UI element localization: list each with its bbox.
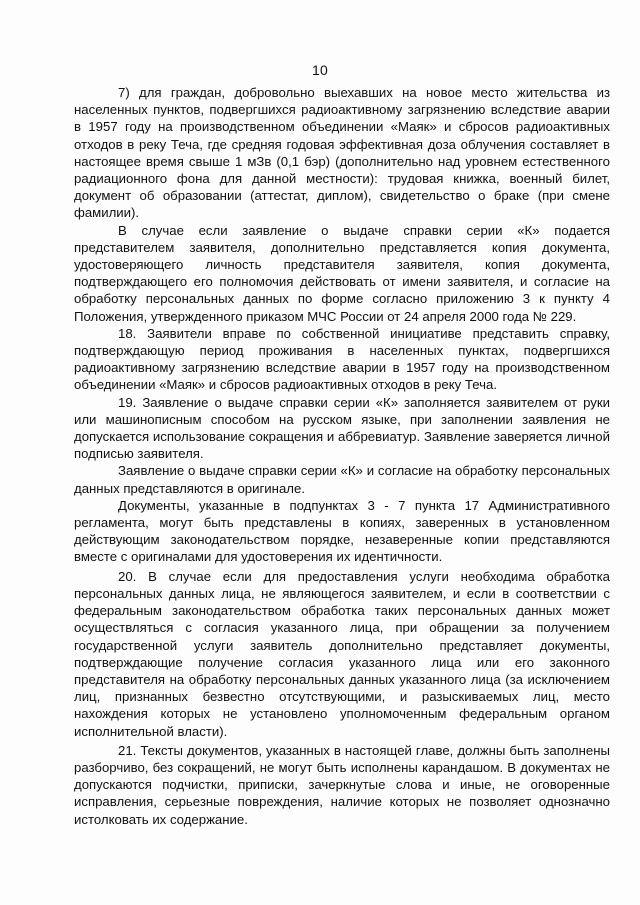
paragraph-18: 18. Заявители вправе по собственной инициативе представить справку, подтверждающую период проживания в населенных пунктах, подвергшихся радиоактивному загрязнению вследствие аварии в 1957 году на производственном объединении «Маяк» и сбросов радиоактивных отходов в реку Теча. xyxy=(74,325,610,393)
paragraph-21: 21. Тексты документов, указанных в настоящей главе, должны быть заполнены разборчиво, без сокращений, не могут быть исполнены карандашом. В документах не допускаются подчистки, приписки, зачеркнутые слова и иные, не оговоренные исправления, серьезные повреждения, наличие которых не позволяет однозначно истолковать их содержание. xyxy=(74,742,610,827)
paragraph-item-7: 7) для граждан, добровольно выехавших на новое место жительства из населенных пунктов, подвергшихся радиоактивному загрязнению вследствие аварии в 1957 году на производственном объединении «Маяк» и сбросов радиоактивных отходов в реку Теча, где средняя годовая эффективная доза облучения составляет в настоящее время свыше 1 мЗв (0,1 бэр) (дополнительно над уровнем естественного радиационного фона для данной местности): трудовая книжка, военный билет, документ об образовании (аттестат, диплом), свидетельство о браке (при смене фамилии). xyxy=(74,85,610,221)
page-number: 10 xyxy=(312,62,328,78)
paragraph-original-submission: Заявление о выдаче справки серии «К» и согласие на обработку персональных данных представляются в оригинале. xyxy=(74,463,610,496)
paragraph-20: 20. В случае если для предоставления услуги необходима обработка персональных данных лица, не являющегося заявителем, и если в соответствии с федеральным законодательством обработка таких персональных данных может осуществляться с согласия указанного лица, при обращении за получением государственной услуги заявитель дополнительно представляет документы, подтверждающие получение согласия указанного лица или его законного представителя на обработку персональных данных указанного лица (за исключением лиц, признанных безвестно отсутствующими, и разыскиваемых лиц, место нахождения которых не установлено уполномоченным федеральным органом исполнительной власти). xyxy=(74,568,610,739)
document-body xyxy=(74,84,610,828)
paragraph-representative: В случае если заявление о выдаче справки серии «К» подается представителем заявителя, дополнительно представляется копия документа, удостоверяющего личность представителя заявителя, копия документа, подтверждающего его полномочия действовать от имени заявителя, и согласие на обработку персональных данных по форме согласно приложению 3 к пункту 4 Положения, утвержденного приказом МЧС России от 24 апреля 2000 года № 229. xyxy=(74,222,610,324)
paragraph-copies: Документы, указанные в подпунктах 3 - 7 пункта 17 Административного регламента, могут быть представлены в копиях, заверенных в установленном действующим законодательством порядке, незаверенные копии представляются вместе с оригиналами для удостоверения их идентичности. xyxy=(74,497,610,565)
paragraph-19: 19. Заявление о выдаче справки серии «К» заполняется заявителем от руки или машинописным способом на русском языке, при заполнении заявления не допускается использование сокращения и аббревиатур. Заявление заверяется личной подписью заявителя. xyxy=(74,394,610,462)
